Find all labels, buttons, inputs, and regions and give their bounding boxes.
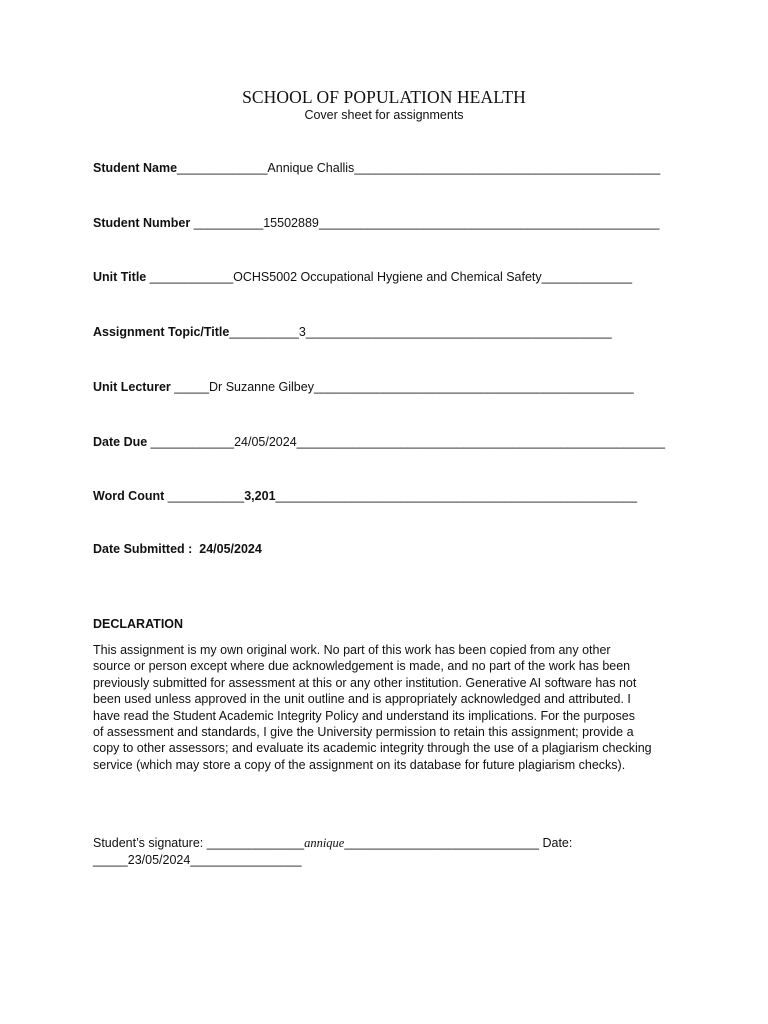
student-number-underline-post: _________________________________________________: [318, 216, 660, 230]
unit-title-underline-post: _____________: [541, 270, 633, 284]
signature-date-underline-pre: _____: [93, 853, 128, 867]
assignment-topic-field: [93, 325, 612, 339]
unit-lecturer-value: Dr Suzanne Gilbey: [209, 380, 314, 394]
student-number-field: [93, 216, 660, 230]
signature-label: Student’s signature:: [93, 836, 207, 850]
student-number-value: 15502889: [263, 216, 319, 230]
date-due-value: 24/05/2024: [234, 435, 297, 449]
date-due-underline-post: _____________________________________________________: [296, 435, 666, 449]
date-submitted-label: Date Submitted :: [93, 542, 193, 556]
unit-lecturer-field: [93, 380, 634, 394]
student-name-underline-post: ____________________________________________: [354, 161, 661, 175]
signature-block: [93, 835, 693, 869]
signature-underline-pre: ______________: [206, 836, 305, 850]
unit-lecturer-underline-pre: _____: [170, 380, 210, 394]
assignment-topic-underline-pre: __________: [229, 325, 299, 339]
date-due-field: [93, 435, 665, 449]
signature-date-label: Date:: [539, 836, 573, 850]
page-title: SCHOOL OF POPULATION HEALTH: [242, 87, 526, 107]
unit-title-label: Unit Title: [93, 270, 147, 284]
student-name-value: Annique Challis: [267, 161, 355, 175]
signature-underline-post: ____________________________: [344, 836, 539, 850]
unit-title-underline-pre: ____________: [146, 270, 234, 284]
date-submitted-value: 24/05/2024: [199, 542, 262, 556]
signature-date-value: 23/05/2024: [127, 853, 191, 867]
date-submitted-field: [93, 542, 262, 556]
date-due-label: Date Due: [93, 435, 148, 449]
student-name-underline-pre: _____________: [177, 161, 268, 175]
unit-lecturer-label: Unit Lecturer: [93, 380, 171, 394]
signature-value: annique: [304, 836, 345, 850]
word-count-value: 3,201: [244, 489, 276, 503]
student-number-label: Student Number: [93, 216, 191, 230]
student-name-field: [93, 161, 660, 175]
assignment-topic-value: 3: [298, 325, 306, 339]
word-count-field: [93, 489, 637, 503]
declaration-heading: DECLARATION: [93, 617, 184, 631]
unit-title-field: [93, 270, 632, 284]
assignment-topic-underline-post: ____________________________________________: [305, 325, 612, 339]
unit-title-value: OCHS5002 Occupational Hygiene and Chemical Safety: [233, 270, 542, 284]
student-name-label: Student Name: [93, 161, 178, 175]
word-count-underline-post: ____________________________________________________: [275, 489, 638, 503]
date-due-underline-pre: ____________: [147, 435, 235, 449]
page-subtitle: Cover sheet for assignments: [304, 108, 464, 122]
student-number-underline-pre: __________: [190, 216, 264, 230]
declaration-body: This assignment is my own original work. No part of this work has been copied from any other source or person except where due acknowledgement is made, and no part of the work has been previously submitted for assessment at this or any other institution. Generative AI software has not been used unless approved in the unit outline and is appropriately acknowledged and attributed. I have read the Student Academic Integrity Policy and understand its implications. For the purposes of assessment and standards, I give the University permission to retain this assignment; provide a copy to other assessors; and evaluate its academic integrity through the use of a plagiarism checking service (which may store a copy of the assignment on its database for future plagiarism checks).: [93, 643, 652, 772]
word-count-underline-pre: ___________: [164, 489, 245, 503]
assignment-topic-label: Assignment Topic/Title: [93, 325, 230, 339]
word-count-label: Word Count: [93, 489, 165, 503]
unit-lecturer-underline-post: ______________________________________________: [313, 380, 634, 394]
signature-date-underline-post: ________________: [190, 853, 302, 867]
